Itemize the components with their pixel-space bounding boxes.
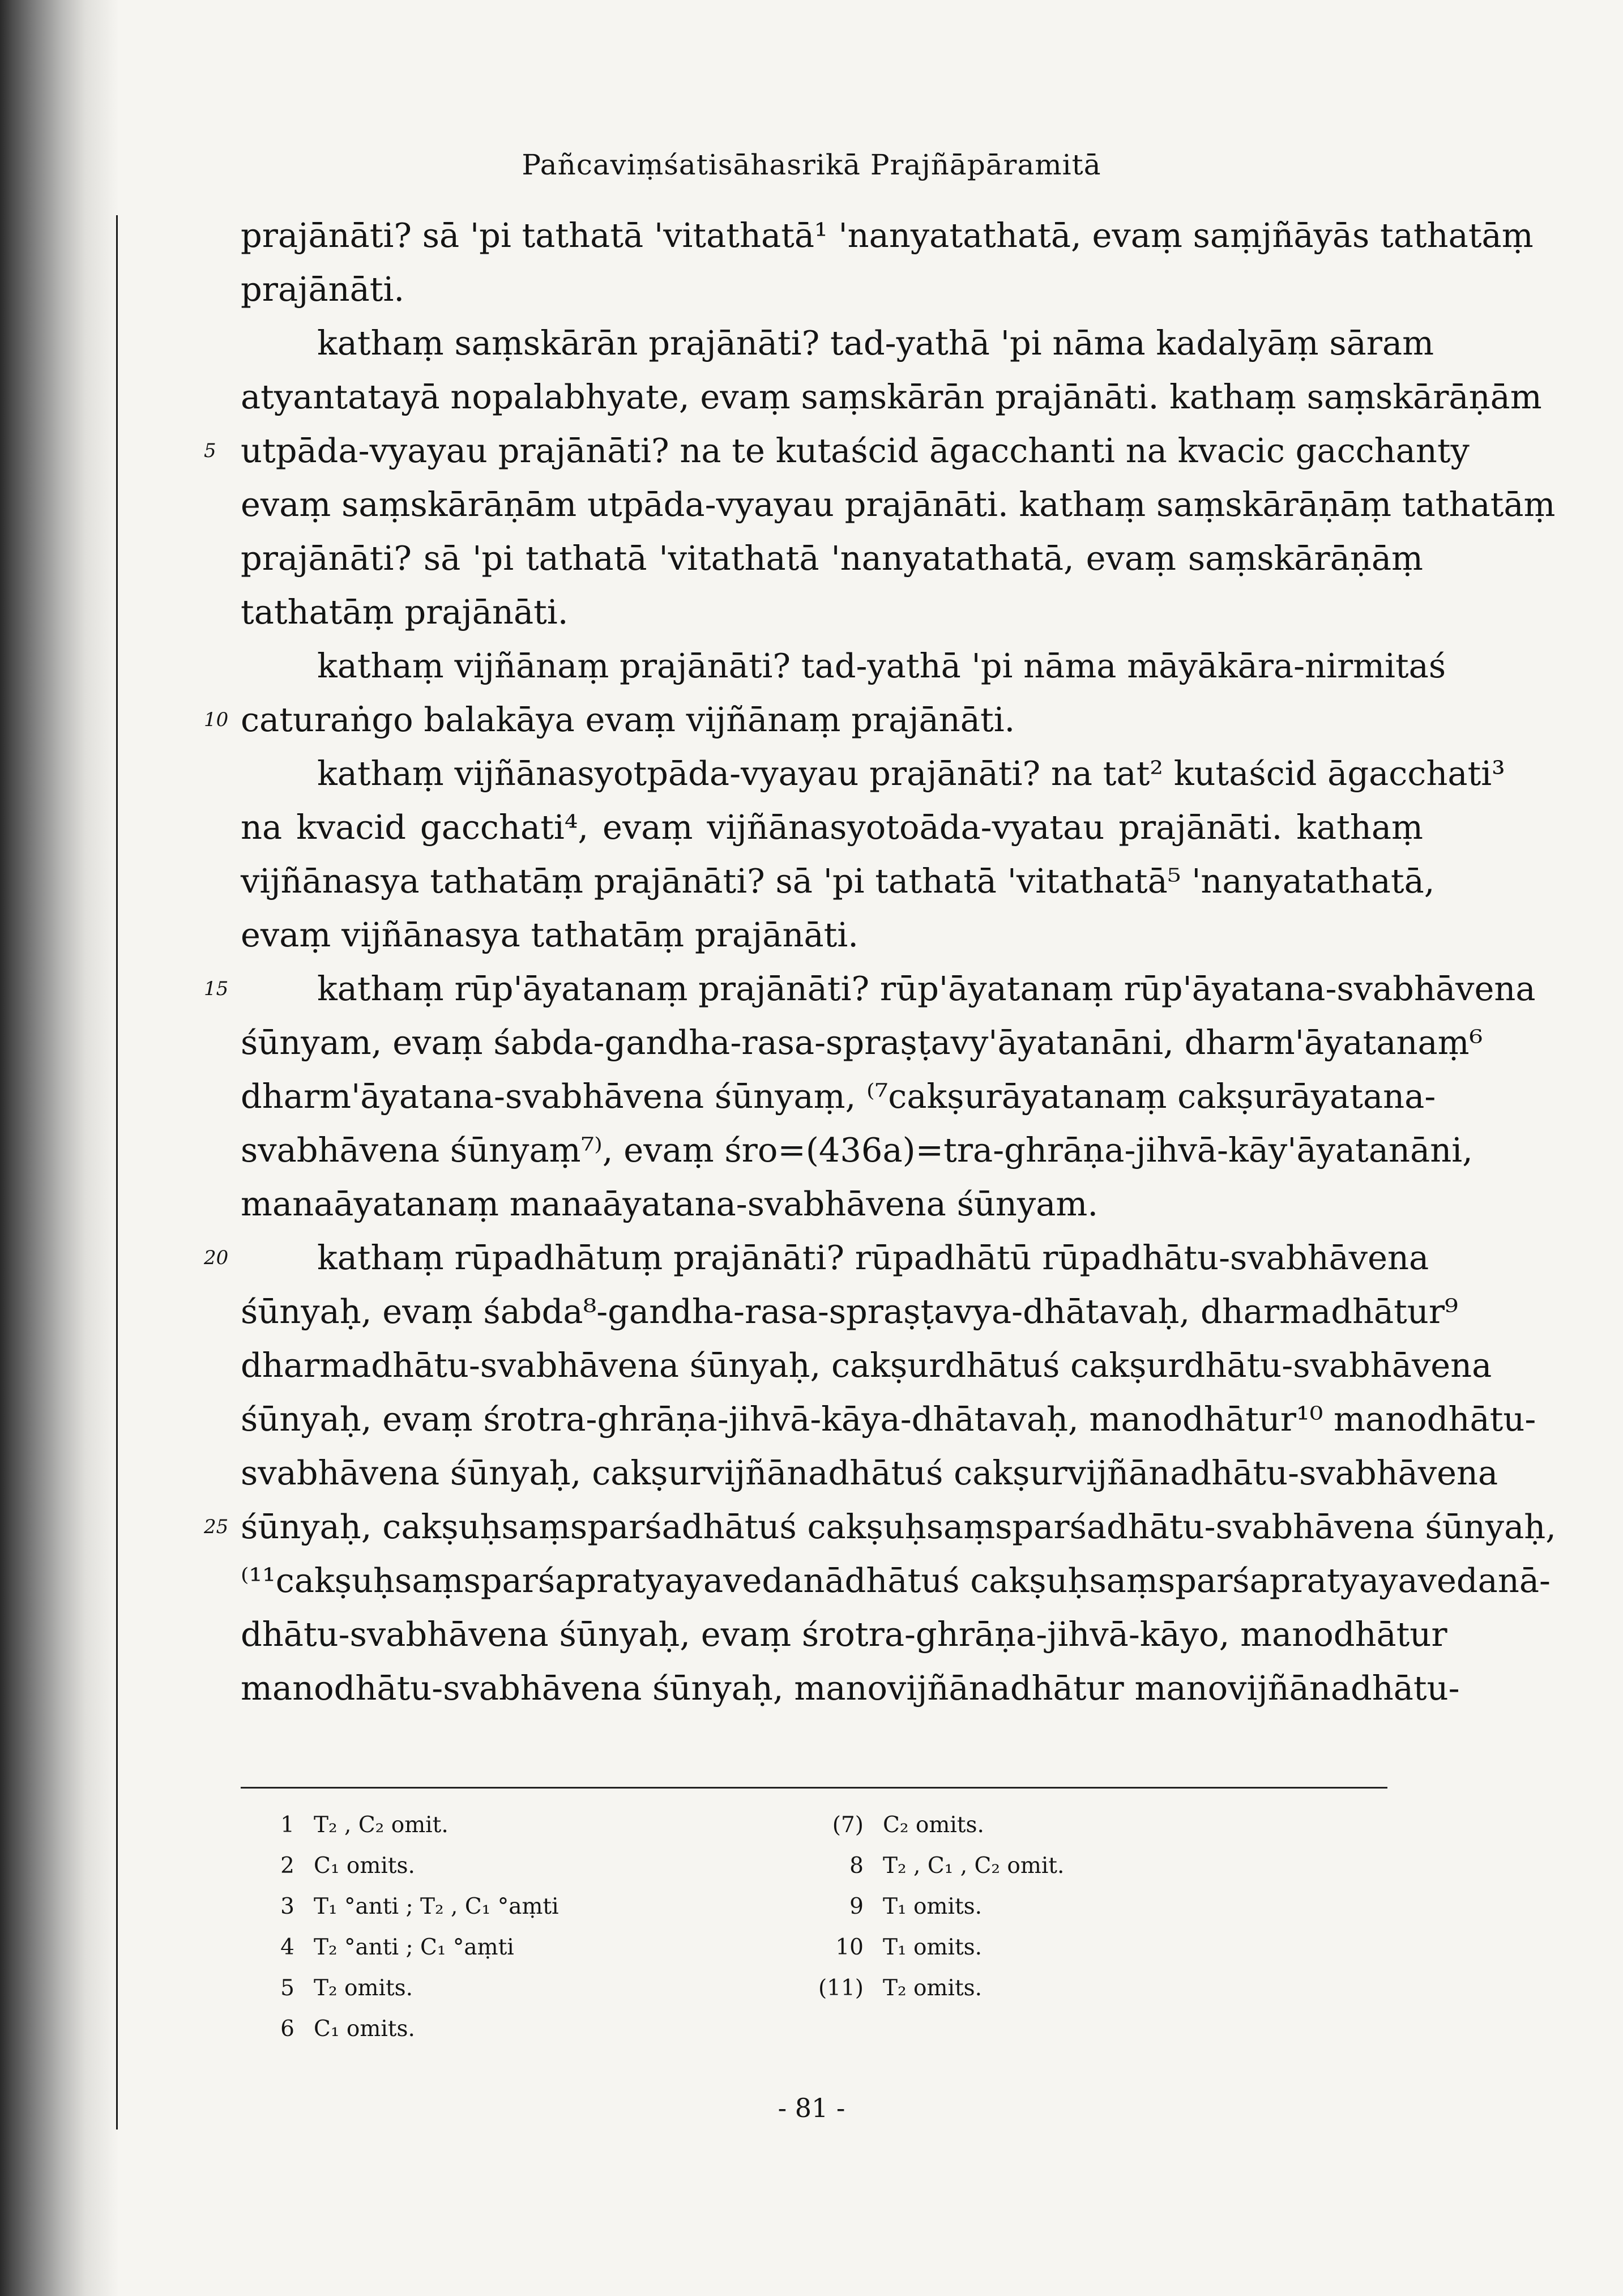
footnote <box>807 1973 982 2004</box>
text-line: atyantatayā nopalabhyate, evaṃ saṃskārān prajānāti. kathaṃ saṃskārāṇām <box>241 377 1542 416</box>
footnote <box>238 1932 514 1964</box>
text-line: manaāyatanaṃ manaāyatana-svabhāvena śūnyam. <box>241 1184 1099 1223</box>
footnote-number: 8 <box>849 1853 864 1879</box>
text-line: śūnyaḥ, evaṃ śrotra-ghrāṇa-jihvā-kāya-dhātavaḥ, manodhātur¹⁰ manodhātu- <box>241 1399 1536 1439</box>
footnote-number: 3 <box>280 1894 294 1919</box>
footnote-text: T₁ omits. <box>883 1894 983 1919</box>
text-line: svabhāvena śūnyaṃ⁷⁾, evaṃ śro=(436a)=tra-ghrāṇa-jihvā-kāy'āyatanāni, <box>241 1130 1473 1170</box>
footnote-text: T₂ °anti ; C₁ °aṃti <box>314 1935 514 1960</box>
footnote-number: 4 <box>280 1935 294 1960</box>
text-line: kathaṃ saṃskārān prajānāti? tad-yathā 'pi nāma kadalyāṃ sāram <box>317 323 1434 362</box>
text-line: ⁽¹¹cakṣuḥsaṃsparśapratyayavedanādhātuś cakṣuḥsaṃsparśapratyayavedanā- <box>241 1561 1551 1600</box>
line-number: 5 <box>204 439 216 462</box>
text-line: prajānāti? sā 'pi tathatā 'vitathatā 'nanyatathatā, evaṃ saṃskārāṇāṃ <box>241 539 1423 578</box>
text-line: dharmadhātu-svabhāvena śūnyaḥ, cakṣurdhātuś cakṣurdhātu-svabhāvena <box>241 1346 1492 1385</box>
line-number: 15 <box>204 978 229 1000</box>
footnote-rule <box>241 1787 1387 1789</box>
text-line: evaṃ saṃskārāṇām utpāda-vyayau prajānāti. kathaṃ saṃskārāṇāṃ tathatāṃ <box>241 485 1556 524</box>
text-line: dhātu-svabhāvena śūnyaḥ, evaṃ śrotra-ghrāṇa-jihvā-kāyo, manodhātur <box>241 1615 1447 1654</box>
text-line: evaṃ vijñānasya tathatāṃ prajānāti. <box>241 915 859 954</box>
text-line: kathaṃ vijñānaṃ prajānāti? tad-yathā 'pi nāma māyākāra-nirmitaś <box>317 646 1446 685</box>
footnote <box>238 1810 449 1841</box>
footnote-text: T₂ omits. <box>314 1975 413 2001</box>
text-line: śūnyaḥ, cakṣuḥsaṃsparśadhātuś cakṣuḥsaṃsparśadhātu-svabhāvena śūnyaḥ, <box>241 1507 1557 1546</box>
footnote-text: T₂ omits. <box>883 1975 983 2001</box>
running-head: Pañcaviṃśatisāhasrikā Prajñāpāramitā <box>522 148 1101 181</box>
footnote <box>238 1973 413 2004</box>
text-line: prajānāti? sā 'pi tathatā 'vitathatā¹ 'nanyatathatā, evaṃ saṃjñāyās tathatāṃ <box>241 216 1534 255</box>
footnote-number: (11) <box>818 1975 864 2001</box>
text-line: manodhātu-svabhāvena śūnyaḥ, manovijñānadhātur manovijñānadhātu- <box>241 1668 1460 1708</box>
text-line: utpāda-vyayau prajānāti? na te kutaścid āgacchanti na kvacic gacchanty <box>241 431 1470 470</box>
line-number: 10 <box>204 709 229 731</box>
footnote-text: T₁ °anti ; T₂ , C₁ °aṃti <box>314 1894 559 1919</box>
text-line: prajānāti. <box>241 270 405 309</box>
footnote-number: 1 <box>280 1812 294 1838</box>
footnote-number: 6 <box>280 2016 294 2042</box>
footnote <box>238 1850 415 1882</box>
text-line: dharm'āyatana-svabhāvena śūnyaṃ, ⁽⁷cakṣurāyatanaṃ cakṣurāyatana- <box>241 1077 1436 1116</box>
footnote-number: (7) <box>832 1812 864 1838</box>
footnote-number: 2 <box>280 1853 294 1879</box>
page-number: - 81 - <box>778 2093 845 2123</box>
footnote <box>807 1891 982 1923</box>
line-number: 20 <box>204 1247 229 1269</box>
text-line: svabhāvena śūnyaḥ, cakṣurvijñānadhātuś cakṣurvijñānadhātu-svabhāvena <box>241 1453 1498 1492</box>
footnote <box>238 1891 559 1923</box>
footnote-number: 5 <box>280 1975 294 2001</box>
footnote <box>807 1810 984 1841</box>
binding-edge <box>116 215 118 2129</box>
page-binding-shadow <box>0 0 119 2296</box>
footnote-text: C₁ omits. <box>314 1853 415 1879</box>
footnote-number: 10 <box>835 1935 864 1960</box>
text-line: tathatāṃ prajānāti. <box>241 592 569 631</box>
footnote <box>238 2013 415 2045</box>
footnote-text: T₁ omits. <box>883 1935 983 1960</box>
footnote-text: C₂ omits. <box>883 1812 984 1838</box>
footnote <box>807 1850 1064 1882</box>
text-line: na kvacid gacchati⁴, evaṃ vijñānasyotoāda-vyatau prajānāti. kathaṃ <box>241 808 1423 847</box>
footnote-number: 9 <box>849 1894 864 1919</box>
line-number: 25 <box>204 1516 229 1538</box>
text-line: kathaṃ vijñānasyotpāda-vyayau prajānāti? na tat² kutaścid āgacchati³ <box>317 754 1505 793</box>
text-line: kathaṃ rūp'āyatanaṃ prajānāti? rūp'āyatanaṃ rūp'āyatana-svabhāvena <box>317 969 1536 1008</box>
footnote <box>807 1932 982 1964</box>
text-line: kathaṃ rūpadhātuṃ prajānāti? rūpadhātū rūpadhātu-svabhāvena <box>317 1238 1429 1277</box>
text-line: vijñānasya tathatāṃ prajānāti? sā 'pi tathatā 'vitathatā⁵ 'nanyatathatā, <box>241 861 1435 901</box>
footnote-text: C₁ omits. <box>314 2016 415 2042</box>
footnote-text: T₂ , C₁ , C₂ omit. <box>883 1853 1065 1879</box>
text-line: śūnyam, evaṃ śabda-gandha-rasa-spraṣṭavy'āyatanāni, dharm'āyatanaṃ⁶ <box>241 1023 1483 1062</box>
footnote-text: T₂ , C₂ omit. <box>314 1812 449 1838</box>
text-line: śūnyaḥ, evaṃ śabda⁸-gandha-rasa-spraṣṭavya-dhātavaḥ, dharmadhātur⁹ <box>241 1292 1458 1331</box>
text-line: caturaṅgo balakāya evaṃ vijñānaṃ prajānāti. <box>241 700 1015 739</box>
